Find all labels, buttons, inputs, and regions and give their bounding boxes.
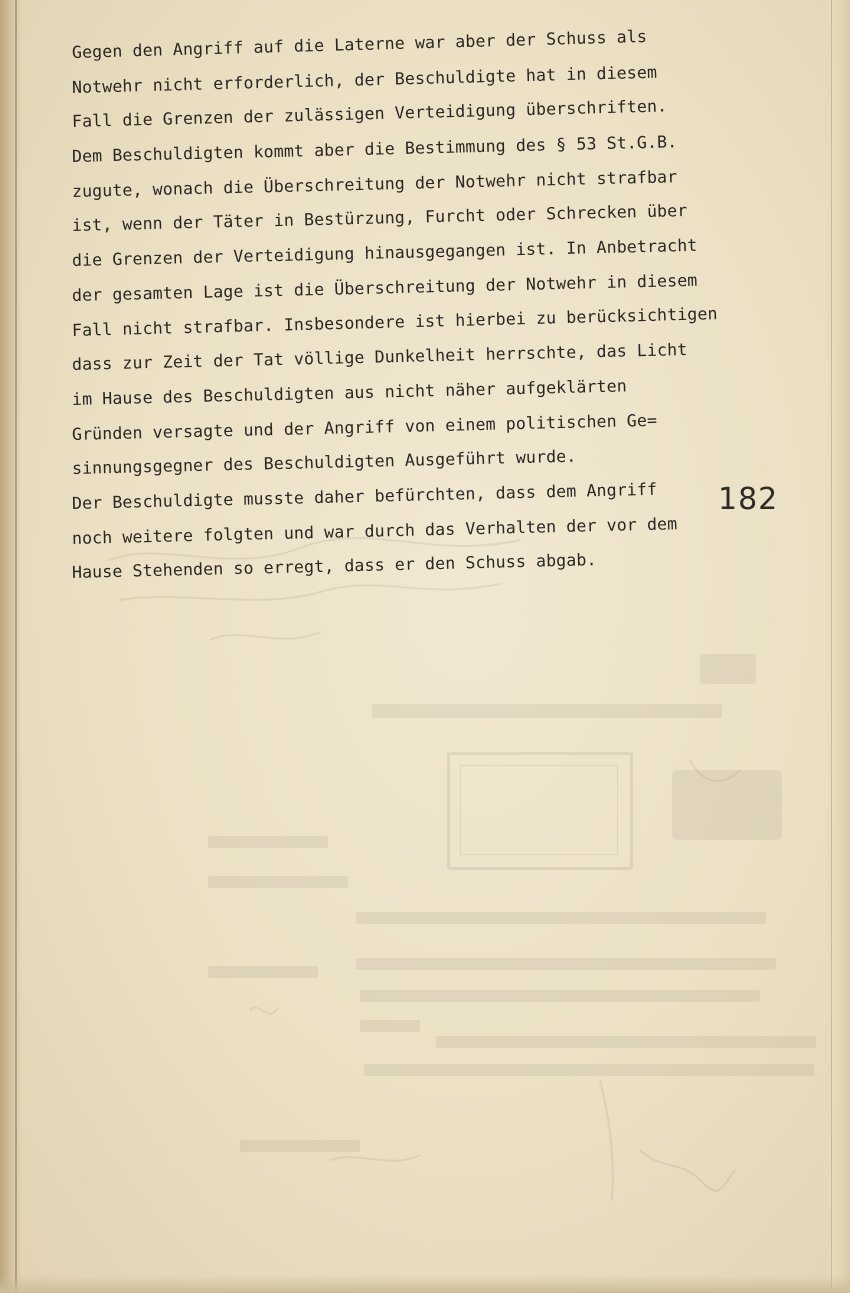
- page-right-edge-line: [831, 0, 832, 1293]
- text-line: Dem Beschuldigten kommt aber die Bestimmung des § 53 St.G.B.: [71, 132, 678, 167]
- bleed-through-stamp: [447, 752, 633, 870]
- bleed-through-stamp-inner: [460, 765, 618, 855]
- text-line: Fall nicht strafbar. Insbesondere ist hierbei zu berücksichtigen: [71, 303, 718, 340]
- text-line: Fall die Grenzen der zulässigen Verteidigung überschriften.: [71, 96, 668, 132]
- typewritten-body: [71, 26, 812, 591]
- binding-line: [15, 0, 17, 1293]
- page-right-edge: [824, 0, 850, 1293]
- text-line: zugute, wonach die Überschreitung der Notwehr nicht strafbar: [71, 166, 678, 201]
- binding-edge: [0, 0, 22, 1293]
- text-line: ist, wenn der Täter in Bestürzung, Furcht oder Schrecken über: [71, 201, 688, 236]
- page-number: 182: [718, 482, 779, 517]
- text-line: Hause Stehenden so erregt, dass er den Schuss abgab.: [71, 550, 597, 583]
- text-line: dass zur Zeit der Tat völlige Dunkelheit herrschte, das Licht: [71, 340, 688, 375]
- text-line: der gesamten Lage ist die Überschreitung der Notwehr in diesem: [71, 270, 698, 305]
- page-bottom-edge: [0, 1275, 850, 1293]
- text-line: Der Beschuldigte musste daher befürchten, dass dem Angriff: [71, 479, 658, 513]
- text-line: im Hause des Beschuldigten aus nicht näher aufgeklärten: [71, 376, 628, 409]
- text-line: Gegen den Angriff auf die Laterne war aber der Schuss als: [71, 26, 648, 62]
- text-line: Notwehr nicht erforderlich, der Beschuldigte hat in diesem: [71, 62, 658, 97]
- text-line: die Grenzen der Verteidigung hinausgegangen ist. In Anbetracht: [71, 235, 698, 271]
- text-line: Gründen versagte und der Angriff von einem politischen Ge=: [71, 410, 658, 444]
- text-line: sinnungsgegner des Beschuldigten Ausgeführt wurde.: [71, 446, 577, 479]
- text-line: noch weitere folgten und war durch das Verhalten der vor dem: [71, 513, 678, 548]
